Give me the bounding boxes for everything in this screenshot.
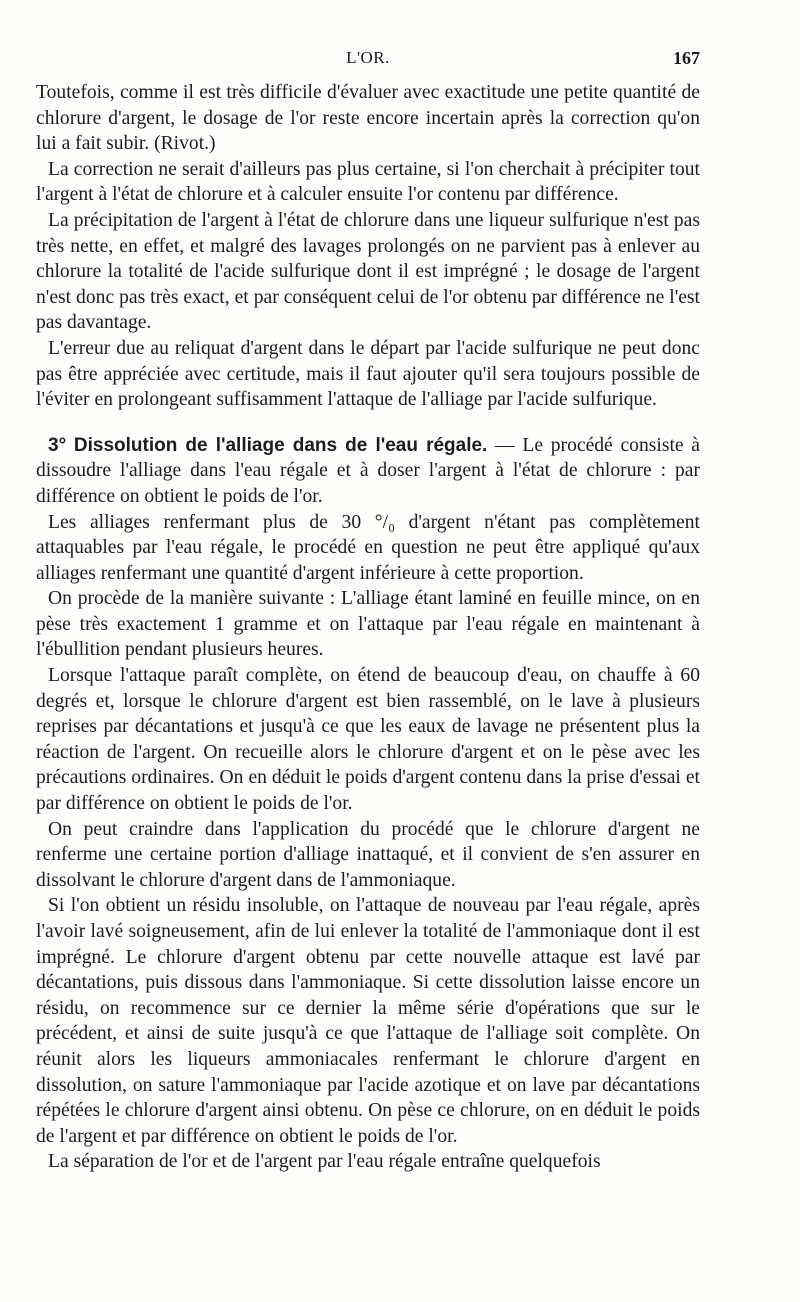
section-heading-paragraph — [36, 433, 700, 510]
page-header — [36, 48, 700, 74]
paragraph: Les alliages renfermant plus de 30 °/₀ d'argent n'étant pas complètement attaquables par l'eau régale, le procédé en question ne peut être appliqué qu'aux alliages renfermant une quantité d'argent inférieure à cette proportion. — [36, 511, 700, 584]
body-text — [36, 80, 700, 1175]
paragraph: La séparation de l'or et de l'argent par l'eau régale entraîne quelquefois — [48, 1151, 601, 1173]
paragraph: Toutefois, comme il est très difficile d'évaluer avec exactitude une petite quantité de chlorure d'argent, le dosage de l'or reste encore incertain après la correction qu'on lui a fait subir. (Rivot.) — [36, 82, 700, 155]
paragraph: La précipitation de l'argent à l'état de chlorure dans une liqueur sulfurique n'est pas très nette, en effet, et malgré des lavages prolongés on ne parvient pas à enlever au chlorure la totalité de l'acide sulfurique dont il est imprégné ; le dosage de l'argent n'est donc pas très exact, et par conséquent celui de l'or obtenu par différence ne l'est pas davantage. — [36, 209, 700, 334]
paragraph: On procède de la manière suivante : L'alliage étant laminé en feuille mince, on en pèse très exactement 1 gramme et on l'attaque par l'eau régale en maintenant à l'ébullition pendant plusieurs heures. — [36, 588, 700, 661]
section-title: Dissolution de l'alliage dans de l'eau régale. — [73, 434, 488, 456]
paragraph: Lorsque l'attaque paraît complète, on étend de beaucoup d'eau, on chauffe à 60 degrés et, lorsque le chlorure d'argent est bien rassemblé, on le lave à plusieurs reprises par décantations et jusqu'à ce que les eaux de lavage ne présentent plus la réaction de l'argent. On recueille alors le chlorure d'argent et on le pèse avec les précautions ordinaires. On en déduit le poids d'argent contenu dans la prise d'essai et par différence on obtient le poids de l'or. — [36, 665, 700, 815]
paragraph: La correction ne serait d'ailleurs pas plus certaine, si l'on cherchait à précipiter tout l'argent à l'état de chlorure et à calculer ensuite l'or contenu par différence. — [36, 158, 700, 206]
paragraph: L'erreur due au reliquat d'argent dans le départ par l'acide sulfurique ne peut donc pas être appréciée avec certitude, mais il faut ajouter qu'il sera toujours possible de l'éviter en prolongeant suffisamment l'attaque de l'alliage par l'acide sulfurique. — [36, 337, 700, 411]
page-number: 167 — [673, 48, 700, 68]
paragraph: Si l'on obtient un résidu insoluble, on l'attaque de nouveau par l'eau régale, après l'avoir lavé soigneusement, afin de lui enlever la totalité de l'ammoniaque dont il est imprégné. Le chlorure d'argent obtenu par cette nouvelle attaque est lavé par décantations, puis dissous dans l'ammoniaque. Si cette dissolution laisse encore un résidu, on recommence sur ce dernier la même série d'opérations que sur le précédent, et ainsi de suite jusqu'à ce que l'attaque de l'alliage soit complète. On réunit alors les liqueurs ammoniacales renfermant le chlorure d'argent en dissolution, on sature l'ammoniaque par l'acide azotique et on lave par décantations répétées le chlorure d'argent ainsi obtenu. On pèse ce chlorure, on en déduit le poids de l'argent et par différence on obtient le poids de l'or. — [36, 895, 700, 1147]
section-intro: — Le procédé consiste à dissoudre l'alliage dans l'eau régale et à doser l'argent à l'état de chlorure : par différence on obtient le poids de l'or. — [36, 434, 701, 507]
running-head: L'OR. — [346, 48, 390, 67]
paragraph: On peut craindre dans l'application du procédé que le chlorure d'argent ne renferme une certaine portion d'alliage inattaqué, et il convient de s'en assurer en dissolvant le chlorure d'argent dans de l'ammoniaque. — [36, 818, 700, 891]
section-number: 3° — [48, 434, 67, 456]
